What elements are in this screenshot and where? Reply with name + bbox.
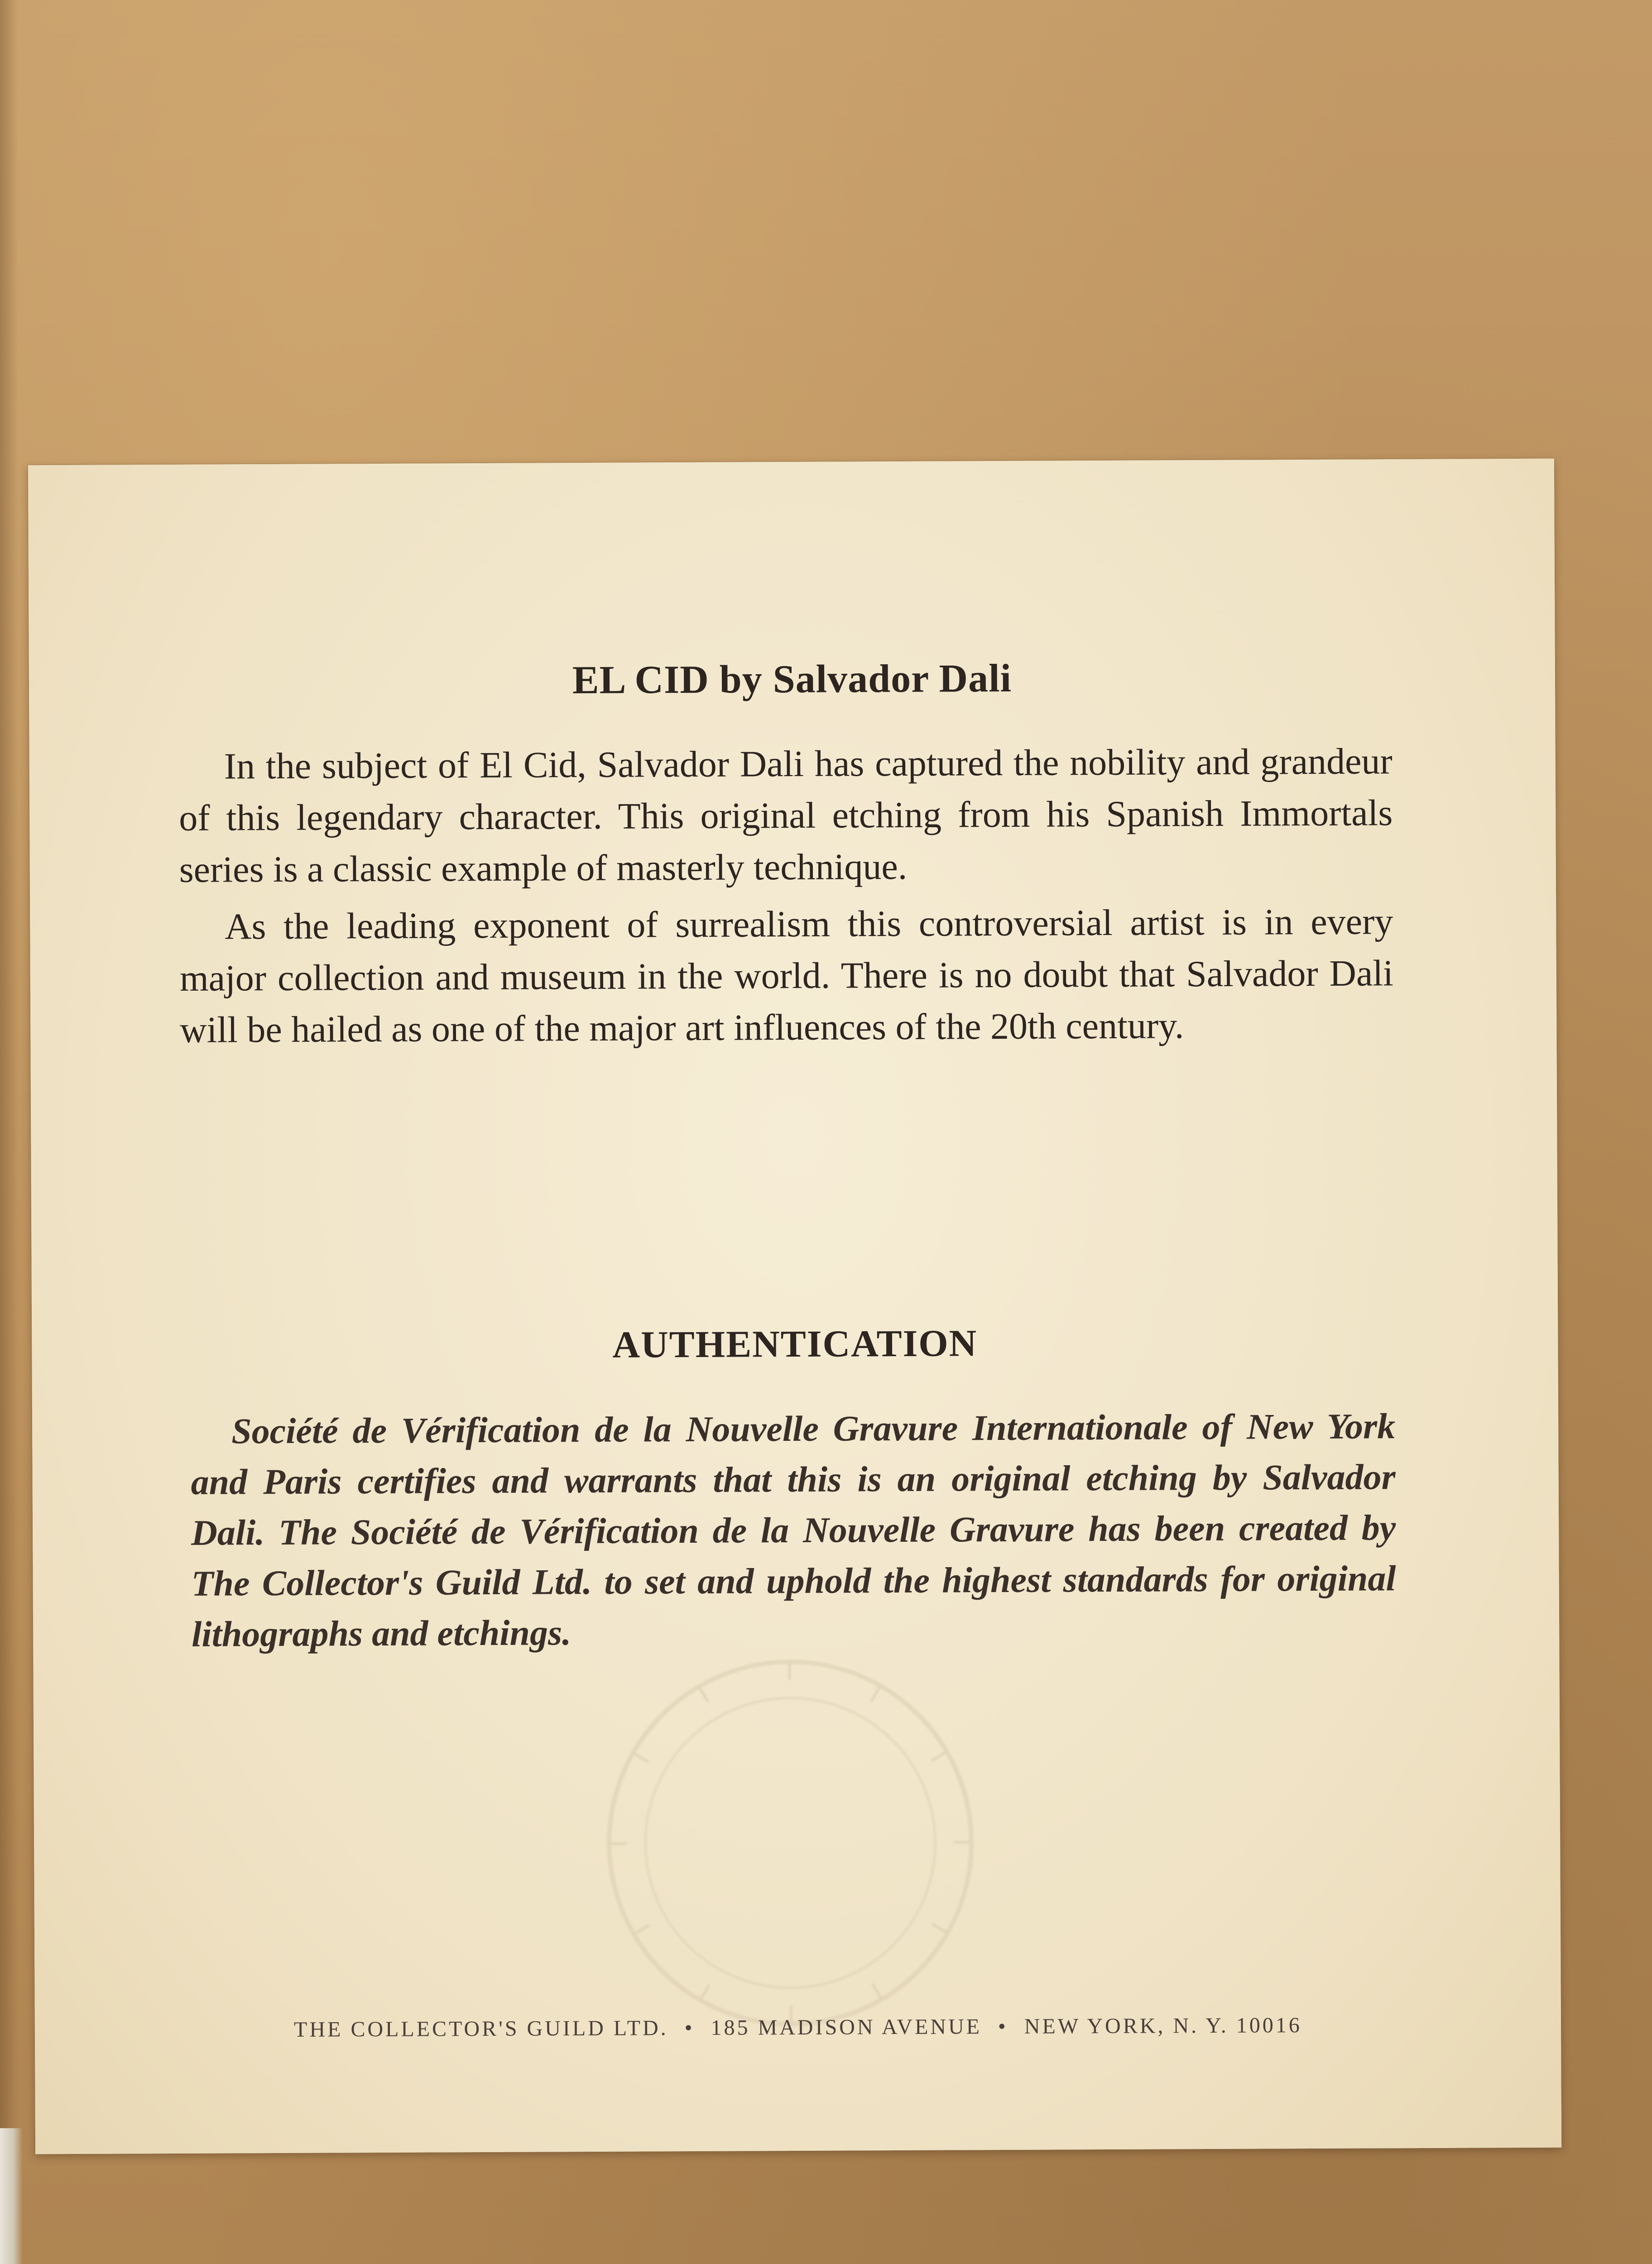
intro-section [179,735,1394,1061]
authentication-heading: AUTHENTICATION [612,1322,978,1366]
document-title: EL CID by Salvador Dali [572,656,1012,703]
footer-address [35,2012,1561,2043]
footer-city: NEW YORK, N. Y. 10016 [1024,2013,1302,2039]
authentication-text: Société de Vérification de la Nouvelle Gravure Internationale of New York and Paris certifies and warrants that this is an original etching by Salvador Dali. The Société de Vérification de la Nouvelle Gravure has been created by The Collector's Guild Ltd. to set and uphold the highest standards for original lithographs and etchings. [191,1406,1396,1655]
footer-separator: • [998,2014,1008,2039]
certificate-card [28,459,1561,2154]
footer-separator: • [684,2015,695,2040]
backing-board-edge [0,0,18,2264]
intro-paragraph-1: In the subject of El Cid, Salvador Dali has captured the nobility and grandeur of this legendary character. This original etching from his Spanish Immortals series is a classic example of masterly technique. [179,740,1393,890]
intro-paragraph-2: As the leading exponent of surrealism this controversial artist is in every major collection and museum in the world. There is no doubt that Salvador Dali will be hailed as one of the major art influences of the 20th century. [179,901,1393,1050]
footer-company: THE COLLECTOR'S GUILD LTD. [293,2016,668,2042]
embossed-seal-icon [536,1647,1045,2039]
footer-street: 185 MADISON AVENUE [711,2015,982,2040]
frame-edge [0,2128,23,2264]
